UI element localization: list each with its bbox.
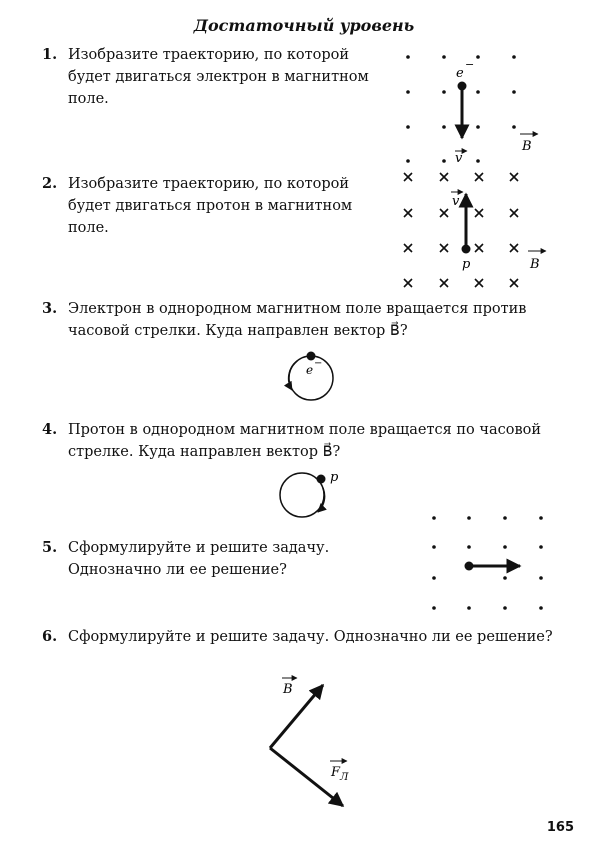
force-label: F [331, 765, 341, 780]
task-number: 5. [42, 539, 58, 556]
field-label: B [530, 257, 540, 272]
task-text: Изобразите траекторию, по которой будет двигаться протон в магнитном поле. [68, 176, 353, 236]
proton-label: p [462, 257, 471, 272]
proton-label: p [330, 470, 339, 485]
task-text: Изобразите траекторию, по которой будет двигаться электрон в магнитном поле. [68, 47, 369, 107]
task-number: 6. [42, 628, 58, 645]
velocity-label: v [455, 151, 463, 166]
task-number: 2. [42, 175, 58, 192]
electron-charge: − [465, 58, 475, 71]
velocity-label: v [452, 194, 460, 209]
electron-label: e [456, 66, 464, 81]
field-label: B [283, 682, 293, 697]
task-text: Электрон в однородном магнитном поле вращается против часовой стрелки. Куда направлен вектор B⃗? [68, 301, 527, 339]
field-label: B [522, 139, 532, 154]
task-text: Протон в однородном магнитном поле вращается по часовой стрелке. Куда направлен вектор B⃗? [68, 422, 542, 460]
task-text: Сформулируйте и решите задачу. Однозначно ли ее решение? [68, 540, 330, 578]
task-text: Сформулируйте и решите задачу. Однозначно ли ее решение? [68, 629, 553, 645]
task-number: 3. [42, 300, 58, 317]
electron-charge: − [314, 358, 323, 369]
electron-label: e [306, 363, 314, 377]
force-subscript: Л [340, 772, 349, 783]
section-heading: Достаточный уровень [193, 16, 415, 35]
field-vector [270, 685, 323, 748]
task-number: 4. [42, 421, 58, 438]
task-number: 1. [42, 46, 58, 63]
page-number: 165 [546, 820, 574, 835]
